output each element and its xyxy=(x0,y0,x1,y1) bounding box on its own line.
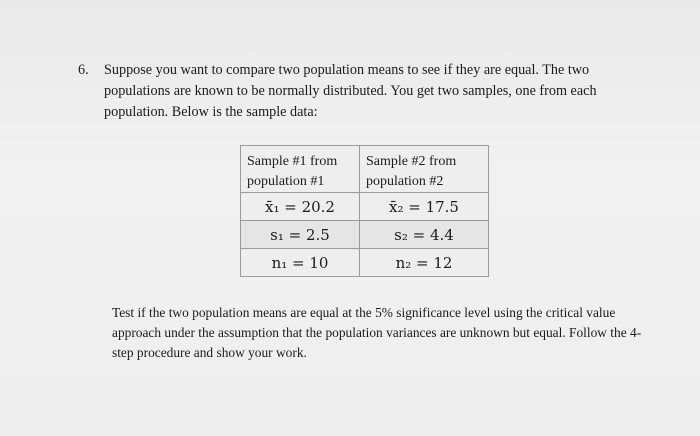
sample-data-table xyxy=(240,145,489,277)
cell-sample-mean-2: x̄₂ = 17.5 xyxy=(360,193,489,221)
instructions-text: Test if the two population means are equal at the 5% significance level using the critical value approach under the assumption that the population variances are unknown but equal. Follow the 4-step procedure and show your work. xyxy=(112,305,642,360)
header-sample-2: Sample #2 from population #2 xyxy=(366,154,457,189)
header-sample-1: Sample #1 from population #1 xyxy=(247,154,338,189)
cell-sample-sd-1: s₁ = 2.5 xyxy=(241,221,360,249)
cell-sample-size-1: n₁ = 10 xyxy=(241,249,360,277)
table-row xyxy=(241,221,489,249)
question-text: Suppose you want to compare two population means to see if they are equal. The two populations are known to be normally distributed. You get two samples, one from each population. Below is the sample data: xyxy=(104,62,597,120)
question-number: 6. xyxy=(78,62,89,78)
cell-sample-sd-2: s₂ = 4.4 xyxy=(360,221,489,249)
cell-sample-mean-1: x̄₁ = 20.2 xyxy=(241,193,360,221)
table-row xyxy=(241,249,489,277)
cell-sample-size-2: n₂ = 12 xyxy=(360,249,489,277)
table-header-row xyxy=(241,146,489,193)
table-header xyxy=(241,146,360,193)
table-header xyxy=(360,146,489,193)
table-row xyxy=(241,193,489,221)
